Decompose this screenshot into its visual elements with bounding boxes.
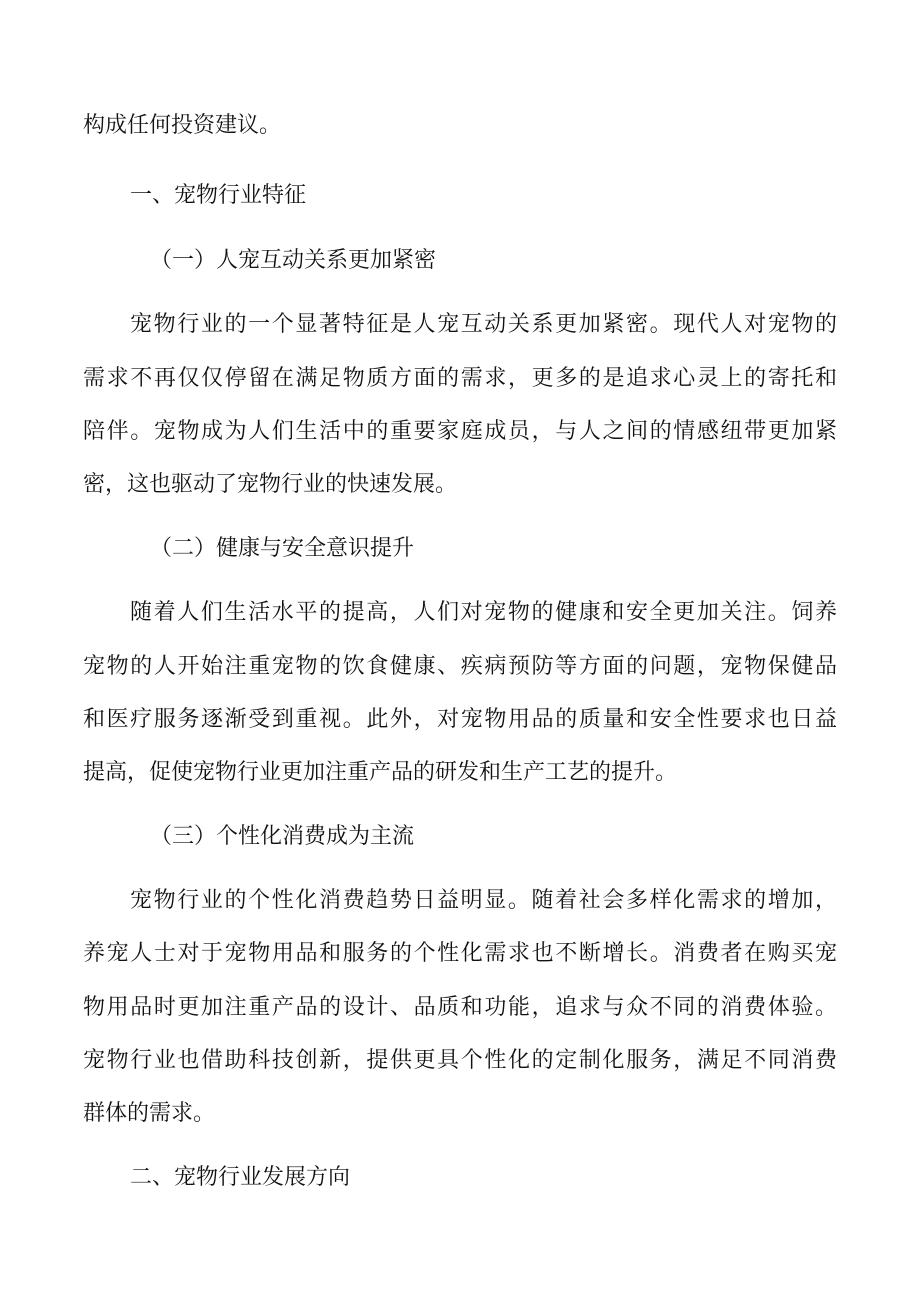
subsection-1-heading: （一）人宠互动关系更加紧密	[150, 248, 437, 273]
section-2-heading: 二、宠物行业发展方向	[130, 1165, 351, 1190]
paragraph-1-line-3: 陪伴。宠物成为人们生活中的重要家庭成员，与人之间的情感纽带更加紧	[83, 419, 837, 444]
intro-tail-text: 构成任何投资建议。	[83, 113, 282, 138]
paragraph-3-line-1: 宠物行业的个性化消费趋势日益明显。随着社会多样化需求的增加，	[130, 888, 837, 913]
paragraph-1-line-4: 密，这也驱动了宠物行业的快速发展。	[83, 472, 458, 497]
subsection-2-heading: （二）健康与安全意识提升	[150, 536, 415, 561]
paragraph-2-line-1: 随着人们生活水平的提高，人们对宠物的健康和安全更加关注。饲养	[130, 600, 837, 625]
paragraph-3-line-4: 宠物行业也借助科技创新，提供更具个性化的定制化服务，满足不同消费	[83, 1048, 837, 1073]
paragraph-2-line-4: 提高，促使宠物行业更加注重产品的研发和生产工艺的提升。	[83, 760, 678, 785]
subsection-3-heading: （三）个性化消费成为主流	[150, 824, 415, 849]
paragraph-2-line-3: 和医疗服务逐渐受到重视。此外，对宠物用品的质量和安全性要求也日益	[83, 707, 837, 732]
section-1-heading: 一、宠物行业特征	[130, 183, 307, 208]
paragraph-3-line-2: 养宠人士对于宠物用品和服务的个性化需求也不断增长。消费者在购买宠	[83, 941, 837, 966]
paragraph-3-line-5: 群体的需求。	[83, 1101, 216, 1126]
paragraph-2-line-2: 宠物的人开始注重宠物的饮食健康、疾病预防等方面的问题，宠物保健品	[83, 654, 837, 679]
paragraph-3-line-3: 物用品时更加注重产品的设计、品质和功能，追求与众不同的消费体验。	[83, 995, 837, 1020]
paragraph-1-line-2: 需求不再仅仅停留在满足物质方面的需求，更多的是追求心灵上的寄托和	[83, 366, 837, 391]
paragraph-1-line-1: 宠物行业的一个显著特征是人宠互动关系更加紧密。现代人对宠物的	[130, 312, 837, 337]
